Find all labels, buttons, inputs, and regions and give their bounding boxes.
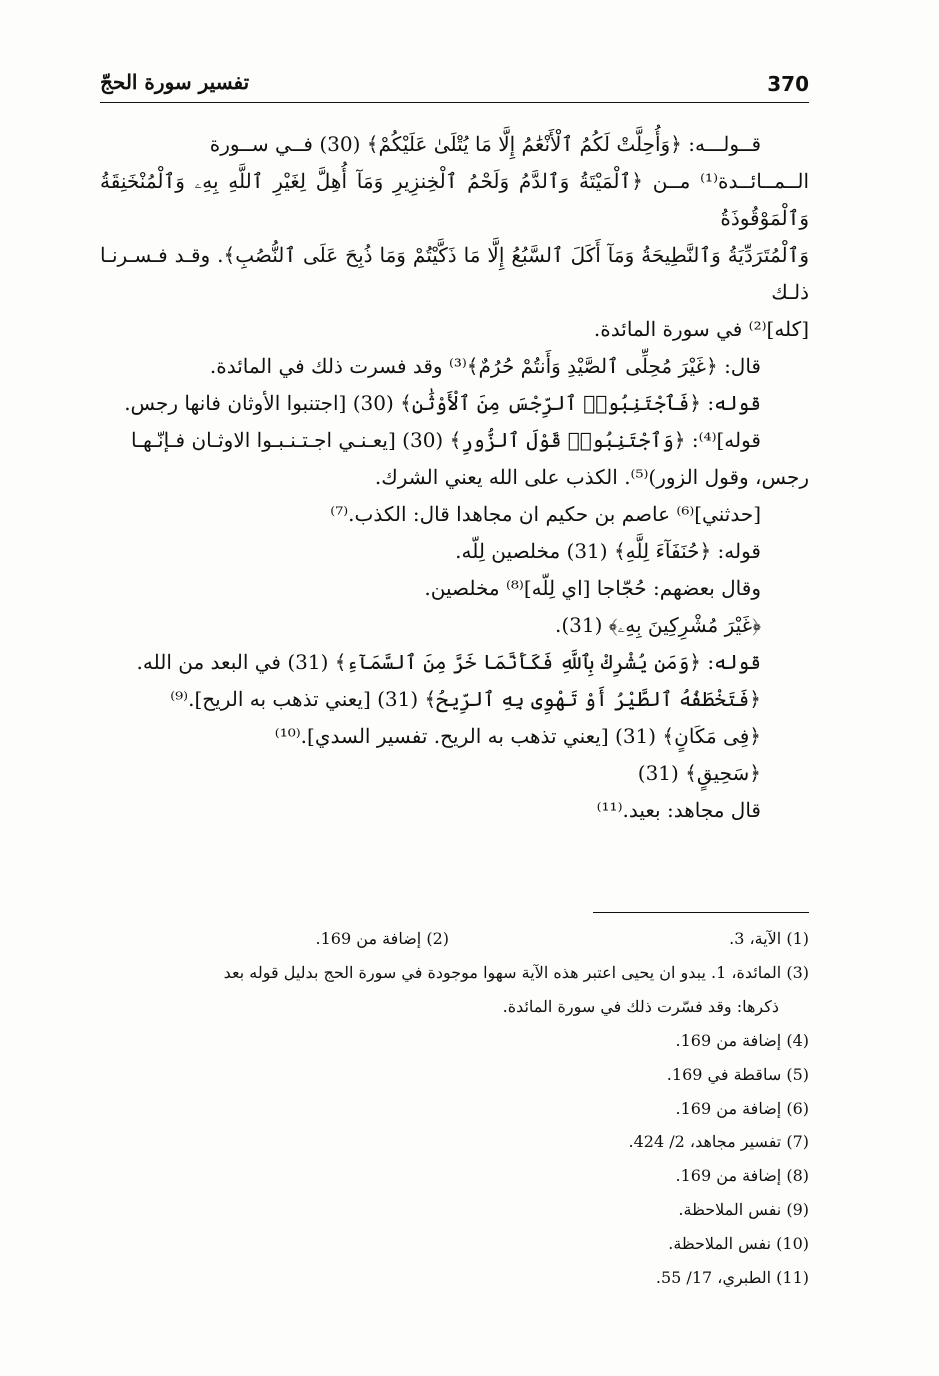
footnote: (10) نفس الملاحظة.: [668, 1234, 809, 1254]
text-line: ﴿غَيْرَ مُشْرِكِينَ بِهِۦ﴾ (31).: [554, 613, 761, 637]
text-line: رجس، وقول الزور)⁽⁵⁾. الكذب على الله يعني الشرك.: [374, 465, 809, 489]
text-line: قوله]⁽⁴⁾: ﴿وَٱجْتَنِبُوا۟ قَوْلَ ٱلزُّورِ﴾ (30) [يعـنـي اجـتـنـبـوا الاوثـان فـإنّـهـا: [131, 428, 761, 452]
footnote: (4) إضافة من 169.: [675, 1030, 809, 1050]
footnote: (2) إضافة من 169.: [315, 929, 449, 948]
text-line: وقال بعضهم: حُجّاجا [اي لِلّه]⁽⁸⁾ مخلصين.: [424, 576, 761, 600]
text-line: ﴿سَحِيقٍ﴾ (31): [637, 761, 761, 785]
footnote: (9) نفس الملاحظة.: [678, 1200, 809, 1220]
page-header: [100, 66, 809, 103]
page-number: 370: [767, 72, 809, 96]
text-line: قوله: ﴿فَٱجْتَنِبُوا۟ ٱلرِّجْسَ مِنَ ٱلْأَوْثَٰنِ﴾ (30) [اجتنبوا الأوثان فانها رجس.: [124, 391, 761, 415]
text-line: [حدثني]⁽⁶⁾ عاصم بن حكيم ان مجاهدا قال: الكذب.⁽⁷⁾: [330, 502, 761, 526]
footnote: (8) إضافة من 169.: [675, 1166, 809, 1186]
footnote: (5) ساقطة في 169.: [666, 1064, 809, 1084]
text-line: وَٱلْمُتَرَدِّيَةُ وَٱلنَّطِيحَةُ وَمَآ أَكَلَ ٱلسَّبُعُ إِلَّا مَا ذَكَّيْتُمْ وَمَا ذُبِحَ عَلَى ٱلنُّصُبِ﴾. وقـد فـسـرنـا ذلـك: [100, 243, 809, 304]
text-line: قــولـــه: ﴿وَأُحِلَّتْ لَكُمُ ٱلْأَنْعَٰمُ إِلَّا مَا يُتْلَىٰ عَلَيْكُمْ﴾ (30) فــي ســورة: [209, 132, 761, 156]
text-line: قال مجاهد: بعيد.⁽¹¹⁾: [596, 798, 761, 822]
footnote-continuation: ذكرها: وقد فسّرت ذلك في سورة المائدة.: [502, 996, 779, 1016]
footnote: (6) إضافة من 169.: [675, 1098, 809, 1118]
text-line: ﴿فِى مَكَانٍ﴾ (31) [يعني تذهب به الريح. تفسير السدي].⁽¹⁰⁾: [274, 724, 761, 748]
text-line: قوله: ﴿حُنَفَآءَ لِلَّهِ﴾ (31) مخلصين لِلّه.: [455, 539, 761, 563]
text-line: [كله]⁽²⁾ في سورة المائدة.: [593, 317, 809, 341]
footnote-row: [100, 922, 809, 956]
text-line: الــمــائــدة⁽¹⁾ مــن ﴿ٱلْمَيْتَةُ وَٱلدَّمُ وَلَحْمُ ٱلْخِنزِيرِ وَمَآ أُهِلَّ لِغَيْرِ ٱللَّهِ بِهِۦ وَٱلْمُنْخَنِقَةُ وَٱلْمَوْقُوذَةُ: [100, 169, 809, 230]
footnote: (7) تفسير مجاهد، 2/ 424.: [628, 1132, 809, 1152]
footnotes: [100, 922, 809, 1295]
text-line: ﴿فَتَخْطَفُهُ ٱلطَّيْرُ أَوْ تَهْوِى بِهِ ٱلرِّيحُ﴾ (31) [يعني تذهب به الريح].⁽⁹⁾: [170, 687, 761, 711]
footnote: (1) الآية، 3.: [729, 929, 809, 948]
text-line: قوله: ﴿وَمَن يُشْرِكْ بِٱللَّهِ فَكَأَنَّمَا خَرَّ مِنَ ٱلسَّمَآءِ﴾ (31) في البعد من الله.: [136, 650, 761, 674]
footnote-separator: [593, 912, 809, 913]
footnote: (11) الطبري، 17/ 55.: [655, 1268, 809, 1288]
text-line: قال: ﴿غَيْرَ مُحِلِّى ٱلصَّيْدِ وَأَنتُمْ حُرُمٌ﴾⁽³⁾ وقد فسرت ذلك في المائدة.: [209, 354, 761, 378]
running-title: تفسير سورة الحجّ: [100, 70, 250, 94]
main-text: [100, 126, 809, 829]
footnote: (3) المائدة، 1. يبدو ان يحيى اعتبر هذه الآية سهوا موجودة في سورة الحج بدليل قوله بعد: [223, 962, 809, 982]
